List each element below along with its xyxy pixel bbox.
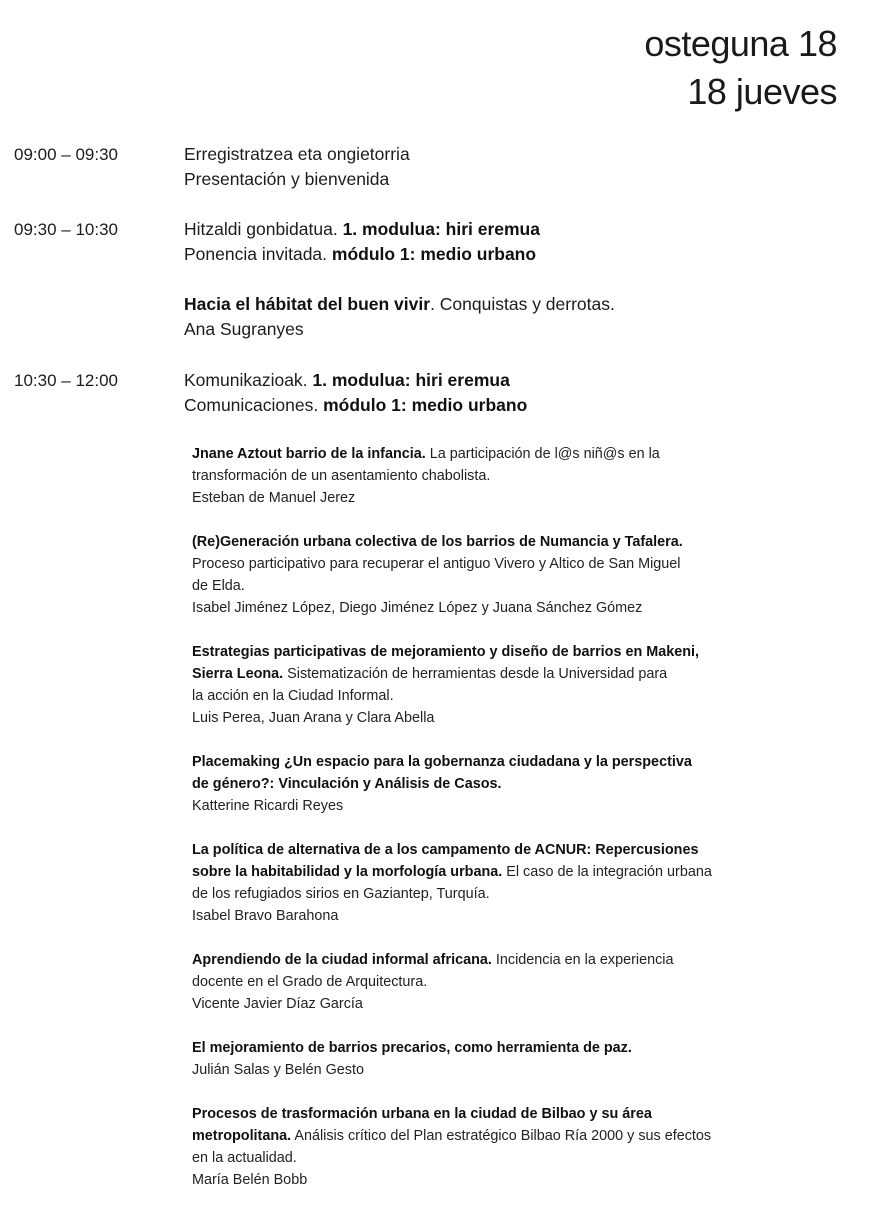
module-label: módulo 1: medio urbano bbox=[331, 244, 537, 264]
paper-authors: Katterine Ricardi Reyes bbox=[192, 798, 344, 814]
session-line-spanish bbox=[184, 242, 540, 267]
paper-title: Estrategias participativas de mejoramiento y diseño de barrios en Makeni, bbox=[192, 644, 700, 660]
keynote-title-line bbox=[184, 292, 615, 317]
keynote-talk bbox=[184, 292, 615, 342]
session-line-basque: Erregistratzea eta ongietorria bbox=[184, 144, 410, 164]
paper-title: Sierra Leona. bbox=[192, 666, 284, 682]
module-label: 1. modulua: hiri eremua bbox=[342, 219, 540, 239]
paper-item bbox=[192, 1103, 782, 1191]
paper-description: El caso de la integración urbana bbox=[502, 864, 712, 880]
paper-authors: Esteban de Manuel Jerez bbox=[192, 490, 356, 506]
paper-item bbox=[192, 839, 782, 927]
session-type-label: Hitzaldi gonbidatua. bbox=[184, 219, 343, 239]
day-title-basque: osteguna 18 bbox=[644, 23, 837, 64]
paper-title: Procesos de trasformación urbana en la ciudad de Bilbao y su área bbox=[192, 1106, 652, 1122]
paper-title: La política de alternativa de a los campamento de ACNUR: Repercusiones bbox=[192, 842, 699, 858]
session-line-basque bbox=[184, 368, 527, 393]
paper-description: Incidencia en la experiencia bbox=[491, 952, 674, 968]
session-line-spanish: Presentación y bienvenida bbox=[184, 169, 390, 189]
paper-title: Jnane Aztout barrio de la infancia. bbox=[192, 446, 426, 462]
paper-description: transformación de un asentamiento chabolista. bbox=[192, 468, 491, 484]
paper-description: Sistematización de herramientas desde la Universidad para bbox=[283, 666, 668, 682]
paper-description: de Elda. bbox=[192, 578, 245, 594]
paper-title: Placemaking ¿Un espacio para la gobernanza ciudadana y la perspectiva bbox=[192, 754, 692, 770]
module-label: módulo 1: medio urbano bbox=[323, 395, 528, 415]
day-title-spanish: 18 jueves bbox=[687, 71, 837, 112]
keynote-author: Ana Sugranyes bbox=[184, 319, 304, 339]
paper-title: El mejoramiento de barrios precarios, como herramienta de paz. bbox=[192, 1040, 632, 1056]
session-line-basque bbox=[184, 217, 540, 242]
session-description bbox=[184, 368, 527, 418]
paper-authors: María Belén Bobb bbox=[192, 1172, 308, 1188]
day-header bbox=[644, 20, 837, 116]
session-time: 09:00 – 09:30 bbox=[14, 145, 118, 164]
paper-item bbox=[192, 751, 782, 817]
session-description bbox=[184, 217, 540, 267]
paper-authors: Luis Perea, Juan Arana y Clara Abella bbox=[192, 710, 435, 726]
session-line-spanish bbox=[184, 393, 527, 418]
paper-authors: Isabel Jiménez López, Diego Jiménez López y Juana Sánchez Gómez bbox=[192, 600, 643, 616]
paper-item bbox=[192, 531, 782, 619]
paper-title: metropolitana. bbox=[192, 1128, 292, 1144]
paper-item bbox=[192, 1037, 782, 1081]
session-type-label: Comunicaciones. bbox=[184, 395, 324, 415]
paper-title: (Re)Generación urbana colectiva de los barrios de Numancia y Tafalera. bbox=[192, 534, 683, 550]
paper-description: La participación de l@s niñ@s en la bbox=[425, 446, 660, 462]
session-type-label: Ponencia invitada. bbox=[184, 244, 332, 264]
paper-item bbox=[192, 949, 782, 1015]
papers-list bbox=[192, 443, 782, 1213]
paper-description: de los refugiados sirios en Gaziantep, Turquía. bbox=[192, 886, 490, 902]
paper-item bbox=[192, 641, 782, 729]
keynote-subtitle: . Conquistas y derrotas. bbox=[430, 294, 615, 314]
session-time: 10:30 – 12:00 bbox=[14, 371, 118, 390]
paper-description: Análisis crítico del Plan estratégico Bilbao Ría 2000 y sus efectos bbox=[291, 1128, 712, 1144]
paper-description: en la actualidad. bbox=[192, 1150, 297, 1166]
paper-title: de género?: Vinculación y Análisis de Casos. bbox=[192, 776, 502, 792]
paper-item bbox=[192, 443, 782, 509]
paper-authors: Isabel Bravo Barahona bbox=[192, 908, 339, 924]
session-time: 09:30 – 10:30 bbox=[14, 220, 118, 239]
paper-title: Aprendiendo de la ciudad informal africana. bbox=[192, 952, 492, 968]
paper-description: docente en el Grado de Arquitectura. bbox=[192, 974, 428, 990]
module-label: 1. modulua: hiri eremua bbox=[312, 370, 510, 390]
paper-description: Proceso participativo para recuperar el antiguo Vivero y Altico de San Miguel bbox=[192, 556, 681, 572]
paper-authors: Julián Salas y Belén Gesto bbox=[192, 1062, 364, 1078]
paper-title: sobre la habitabilidad y la morfología urbana. bbox=[192, 864, 503, 880]
session-description bbox=[184, 142, 410, 192]
keynote-title: Hacia el hábitat del buen vivir bbox=[184, 294, 431, 314]
paper-description: la acción en la Ciudad Informal. bbox=[192, 688, 394, 704]
paper-authors: Vicente Javier Díaz García bbox=[192, 996, 363, 1012]
session-type-label: Komunikazioak. bbox=[184, 370, 313, 390]
